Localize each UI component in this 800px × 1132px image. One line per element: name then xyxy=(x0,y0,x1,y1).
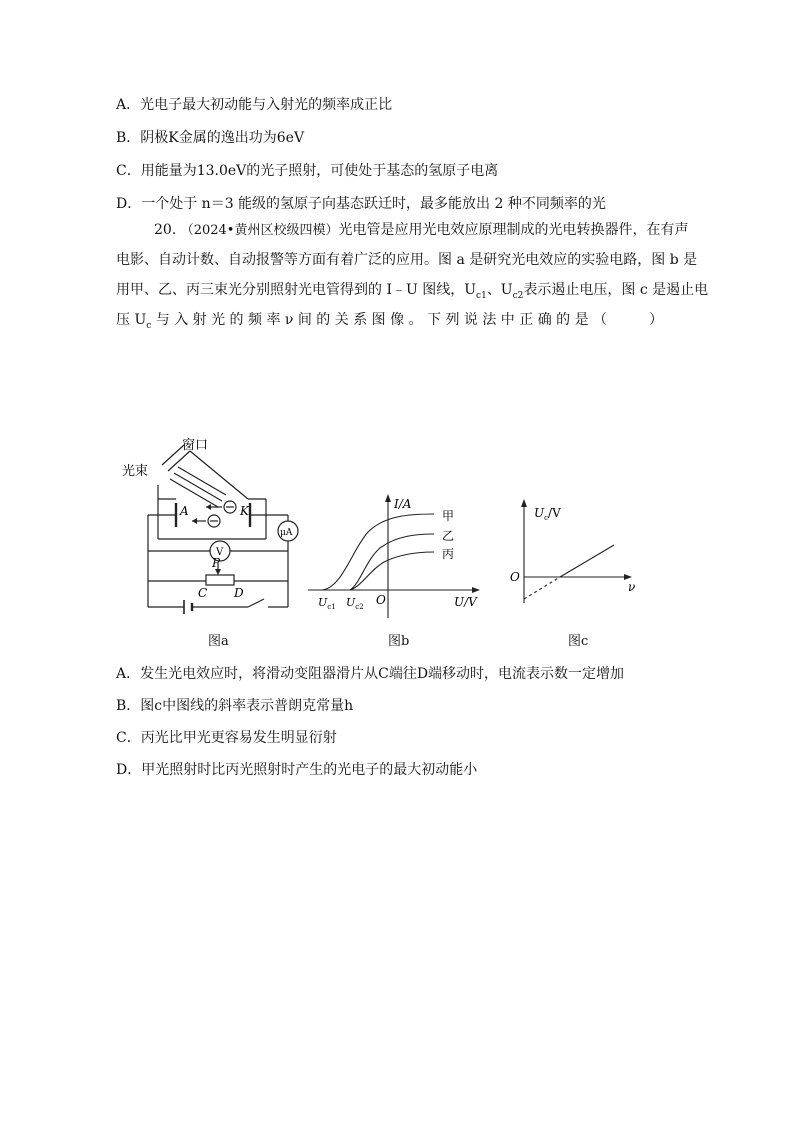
option-d: D．甲光照射时比丙光照射时产生的光电子的最大初动能小 xyxy=(116,762,478,778)
y-axis-arrow xyxy=(385,494,391,502)
uc2-label: $U_{c2}$ xyxy=(346,596,364,611)
x-axis-label: ν xyxy=(628,580,636,594)
question-number: 20. xyxy=(154,222,177,238)
figure-c-uc-nu-graph xyxy=(510,495,640,610)
option-b: B．图c中图线的斜率表示普朗克常量h xyxy=(116,698,354,714)
end-d-label: D xyxy=(234,586,244,600)
electron-arrow-1 xyxy=(192,518,197,524)
question-line-2: 电影、自动计数、自动报警等方面有着广泛的应用。图 a 是研究光电效应的实验电路，图 b 是 xyxy=(116,252,698,268)
question-line-1: 20. （2024•黄州区校级四模）光电管是应用光电效应原理制成的光电转换器件，在有声 xyxy=(154,222,689,238)
anode-label: A xyxy=(180,504,189,518)
figure-b-iu-graph xyxy=(308,490,488,620)
voltmeter-label: V xyxy=(216,547,224,558)
prev-option-a: A．光电子最大初动能与入射光的频率成正比 xyxy=(116,97,393,113)
curve-label-yi: 乙 xyxy=(442,529,455,543)
figure-b-caption: 图b xyxy=(388,634,410,649)
option-a: A．发生光电效应时，将滑动变阻器滑片从C端往D端移动时，电流表示数一定增加 xyxy=(116,666,625,682)
uc-line-extension xyxy=(524,577,560,599)
y-axis-label: $U_c/V$ xyxy=(534,506,561,522)
question-line-3: 用甲、乙、丙三束光分别照射光电管得到的 I﹣U 图线，$U_{c1}$、$U_{c2}$表示遏止电压，图 c 是遏止电 xyxy=(116,282,709,301)
electron-arrow-2 xyxy=(206,504,211,510)
figure-a-caption: 图a xyxy=(208,634,229,649)
prev-option-c: C．用能量为13.0eV的光子照射，可使处于基态的氢原子电离 xyxy=(116,163,499,179)
slider-label: P xyxy=(212,556,221,570)
curve-label-bing: 丙 xyxy=(442,547,455,561)
end-c-label: C xyxy=(198,586,208,600)
window-label: 窗口 xyxy=(182,438,209,453)
x-axis-arrow xyxy=(472,587,480,593)
x-axis-label: U/V xyxy=(454,595,477,609)
uc1-label: $U_{c1}$ xyxy=(318,596,336,611)
question-source: （2024•黄州区校级四模） xyxy=(180,223,339,238)
option-c: C．丙光比甲光更容易发生明显衍射 xyxy=(116,730,337,746)
curve-jia xyxy=(322,514,434,590)
y-axis-label: I/A xyxy=(394,497,412,511)
question-stem xyxy=(116,220,709,340)
curve-label-jia: 甲 xyxy=(442,509,455,523)
origin-label: O xyxy=(376,593,386,607)
figure-c-caption: 图c xyxy=(568,634,589,649)
prev-option-d: D．一个处于 n＝3 能级的氢原子向基态跃迁时，最多能放出 2 种不同频率的光 xyxy=(116,196,606,212)
cathode-label: K xyxy=(240,504,249,518)
prev-option-b: B．阴极K金属的逸出功为6eV xyxy=(116,130,305,146)
uc-line xyxy=(560,545,614,577)
curve-bing xyxy=(350,552,434,590)
question-line-4: 压 $U_c$ 与 入 射 光 的 频 率 ν 间 的 关 系 图 像 。 下 列 说 法 中 正 确 的 是 （ ） xyxy=(116,312,664,331)
origin-label: O xyxy=(510,570,520,584)
microammeter-label: μA xyxy=(280,528,293,538)
figure-a-circuit xyxy=(118,435,308,620)
y-axis-arrow xyxy=(521,499,527,507)
beam-label: 光束 xyxy=(122,464,149,479)
